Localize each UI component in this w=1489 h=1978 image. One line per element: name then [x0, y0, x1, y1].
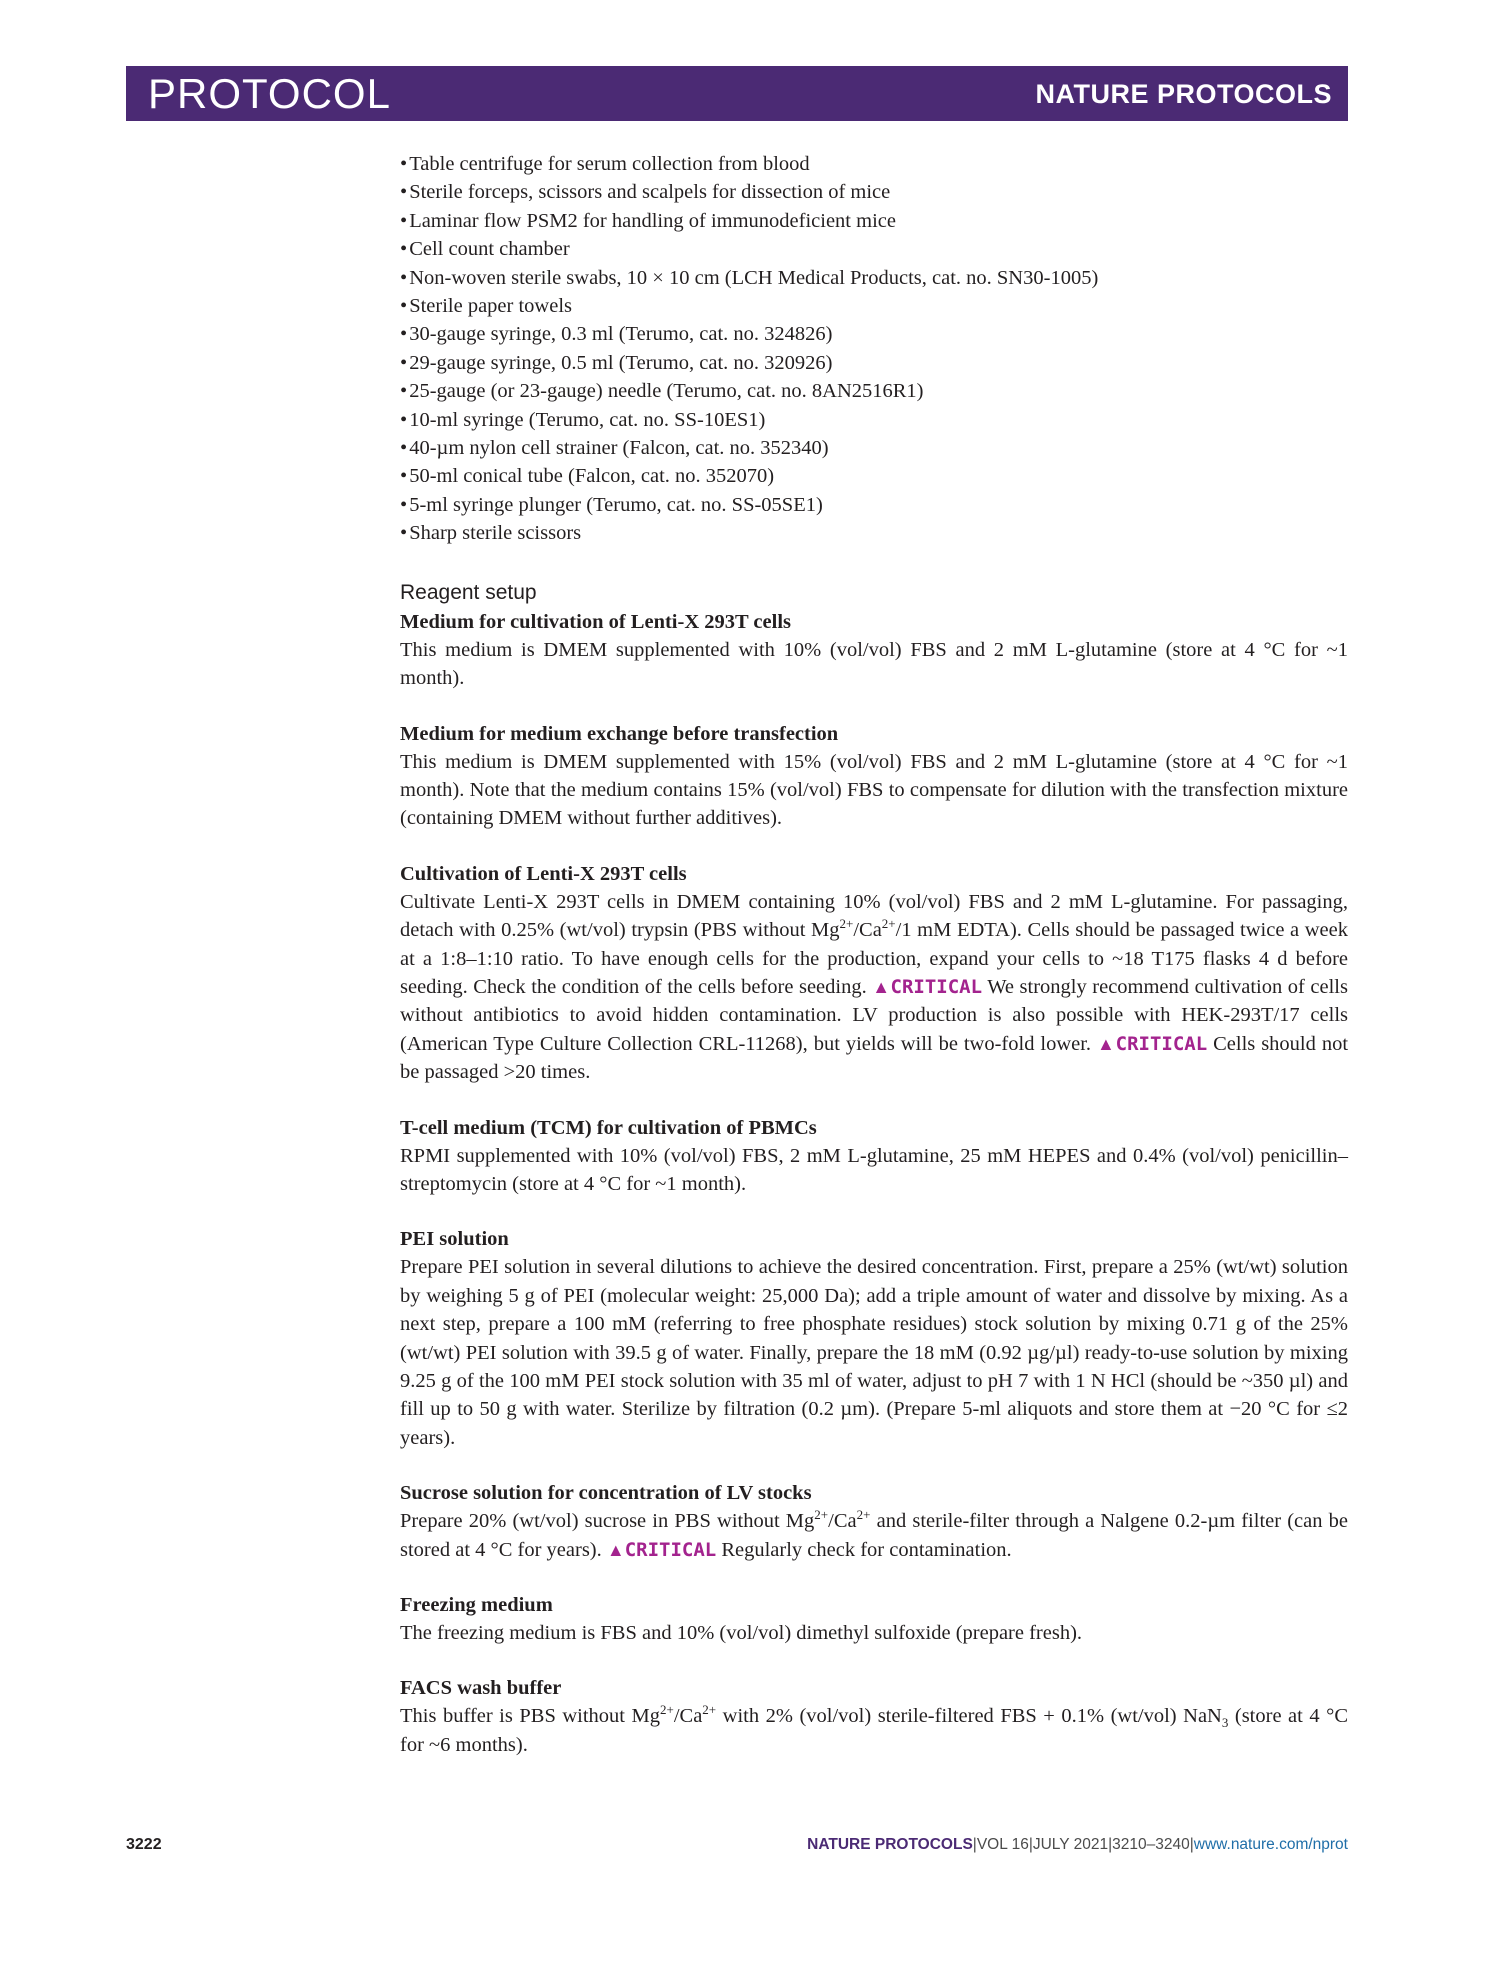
cultivation-title: Cultivation of Lenti-X 293T cells: [400, 862, 687, 885]
footer-pages: 3210–3240: [1112, 1836, 1190, 1853]
critical-note: We strongly recommend cultivation of cells without antibiotics to avoid hidden contamination. LV production is also possible with HEK-293T/17 cells (American Type Culture Collection CRL-11268), but yields will be two-fold lower.: [400, 975, 1348, 1055]
list-item: • Sterile paper towels: [400, 292, 1348, 320]
equipment-list: [400, 150, 1348, 548]
list-item: • Laminar flow PSM2 for handling of immunodeficient mice: [400, 207, 1348, 235]
list-item: • 29-gauge syringe, 0.5 ml (Terumo, cat. no. 320926): [400, 349, 1348, 377]
sucrose-text-part: /Ca: [828, 1510, 857, 1533]
list-item: • 50-ml conical tube (Falcon, cat. no. 352070): [400, 462, 1348, 490]
critical-label: CRITICAL: [890, 975, 983, 998]
critical-note: Cells should not be passaged >20 times.: [400, 1032, 1349, 1084]
footer-volume: VOL 16: [976, 1836, 1029, 1853]
freezing-text: The freezing medium is FBS and 10% (vol/vol) dimethyl sulfoxide (prepare fresh).: [400, 1622, 1083, 1645]
critical-triangle-icon: ▲: [606, 1539, 625, 1560]
pei-section: [400, 1225, 1348, 1452]
facs-text-part: (store at 4 °C for ~6 months).: [400, 1705, 1348, 1756]
list-item: • 30-gauge syringe, 0.3 ml (Terumo, cat. no. 324826): [400, 320, 1348, 348]
list-item: • Table centrifuge for serum collection from blood: [400, 150, 1348, 178]
list-item: • 5-ml syringe plunger (Terumo, cat. no. SS-05SE1): [400, 491, 1348, 519]
facs-text-part: with 2% (vol/vol) sterile-filtered FBS + 0.1% (wt/vol) NaN: [716, 1705, 1222, 1728]
sucrose-text-part: and sterile-filter through a Nalgene 0.2-µm filter (can be stored at 4 °C for years).: [400, 1510, 1348, 1561]
list-item: • 40-µm nylon cell strainer (Falcon, cat. no. 352340): [400, 434, 1348, 462]
list-item: • 25-gauge (or 23-gauge) needle (Terumo, cat. no. 8AN2516R1): [400, 377, 1348, 405]
tcm-section: [400, 1114, 1348, 1199]
facs-text-part: This buffer is PBS without Mg: [400, 1705, 660, 1728]
superscript: 2+: [881, 916, 896, 932]
pei-text: Prepare PEI solution in several dilutions to achieve the desired concentration. First, prepare a 25% (wt/wt) solution by weighing 5 g of PEI (molecular weight: 25,000 Da); add a triple amount of water and dissolve by mixing. As a next step, prepare a 100 mM (referring to free phosphate residues) stock solution by mixing 0.71 g of the 25% (wt/wt) PEI solution with 39.5 g of water. Finally, prepare the 18 mM (0.92 µg/µl) ready-to-use solution by mixing 9.25 g of the 100 mM PEI stock solution with 35 ml of water, adjust to pH 7 with 1 N HCl (should be ~350 µl) and fill up to 50 g with water. Sterilize by filtration (0.2 µm). (Prepare 5-ml aliquots and store them at −20 °C for ≤2 years).: [400, 1256, 1348, 1449]
footer-separator: |: [1028, 1836, 1033, 1853]
medium-exchange-section: [400, 720, 1348, 833]
cultivation-text-part: Cultivate Lenti-X 293T cells in DMEM containing 10% (vol/vol) FBS and 2 mM L-glutamine. For passaging, detach with 0.25% (wt/vol) trypsin (PBS without Mg: [400, 890, 1348, 942]
footer-journal: NATURE PROTOCOLS: [807, 1836, 973, 1853]
cultivation-text: [400, 888, 1348, 1087]
footer-separator: |: [972, 1836, 977, 1853]
pei-title: PEI solution: [400, 1228, 509, 1251]
superscript: 2+: [856, 1507, 871, 1523]
medium-cultivation-section: [400, 608, 1348, 693]
sucrose-text-part: Prepare 20% (wt/vol) sucrose in PBS without Mg: [400, 1510, 815, 1533]
superscript: 2+: [814, 1507, 829, 1523]
freezing-title: Freezing medium: [400, 1594, 553, 1617]
facs-section: [400, 1674, 1348, 1759]
medium-exchange-text: This medium is DMEM supplemented with 15% (vol/vol) FBS and 2 mM L-glutamine (store at 4 °C for ~1 month). Note that the medium contains 15% (vol/vol) FBS to compensate for dilution with the transfection mixture (containing DMEM without further additives).: [400, 750, 1348, 830]
facs-text-part: /Ca: [673, 1705, 703, 1728]
cultivation-text-part: /1 mM EDTA). Cells should be passaged twice a week at a 1:8–1:10 ratio. To have enough cells for the production, expand your cells to ~18 T175 flasks 4 d before seeding. Check the condition of the cells before seeding.: [400, 919, 1348, 998]
cultivation-section: [400, 860, 1348, 1087]
medium-exchange-title: Medium for medium exchange before transfection: [400, 722, 839, 745]
sucrose-section: [400, 1479, 1348, 1564]
sucrose-text: [400, 1507, 1348, 1564]
footer-citation: [807, 1836, 1348, 1854]
page-number: 3222: [126, 1836, 162, 1853]
reagent-setup-heading: Reagent setup: [400, 580, 537, 604]
article-type-label: PROTOCOL: [148, 70, 391, 117]
facs-text: [400, 1702, 1348, 1759]
list-item: • 10-ml syringe (Terumo, cat. no. SS-10ES1): [400, 406, 1348, 434]
list-item: • Sterile forceps, scissors and scalpels for dissection of mice: [400, 178, 1348, 206]
medium-cultivation-text: This medium is DMEM supplemented with 10% (vol/vol) FBS and 2 mM L-glutamine (store at 4 °C for ~1 month).: [400, 638, 1348, 690]
header-banner: [126, 66, 1348, 121]
critical-triangle-icon: ▲: [1097, 1033, 1116, 1054]
superscript: 2+: [839, 916, 854, 932]
page-body: [400, 150, 1348, 1759]
list-item: • Sharp sterile scissors: [400, 519, 1348, 547]
sucrose-title: Sucrose solution for concentration of LV stocks: [400, 1482, 812, 1505]
footer-url-link[interactable]: www.nature.com/nprot: [1193, 1836, 1348, 1853]
tcm-title: T-cell medium (TCM) for cultivation of PBMCs: [400, 1116, 817, 1139]
superscript: 2+: [659, 1702, 674, 1718]
footer-separator: |: [1189, 1836, 1194, 1853]
subscript: 3: [1221, 1715, 1229, 1731]
journal-name: NATURE PROTOCOLS: [1035, 79, 1332, 109]
superscript: 2+: [702, 1702, 717, 1718]
critical-label: CRITICAL: [624, 1538, 717, 1561]
critical-note: Regularly check for contamination.: [721, 1538, 1012, 1561]
facs-title: FACS wash buffer: [400, 1677, 562, 1700]
footer-separator: |: [1108, 1836, 1113, 1853]
critical-label: CRITICAL: [1115, 1032, 1208, 1055]
freezing-section: [400, 1591, 1348, 1647]
medium-cultivation-title: Medium for cultivation of Lenti-X 293T cells: [400, 610, 791, 633]
tcm-text: RPMI supplemented with 10% (vol/vol) FBS, 2 mM L-glutamine, 25 mM HEPES and 0.4% (vol/vol) penicillin–streptomycin (store at 4 °C for ~1 month).: [400, 1144, 1348, 1195]
list-item: • Cell count chamber: [400, 235, 1348, 263]
footer-date: JULY 2021: [1032, 1836, 1109, 1853]
critical-triangle-icon: ▲: [872, 976, 891, 997]
list-item: • Non-woven sterile swabs, 10 × 10 cm (LCH Medical Products, cat. no. SN30-1005): [400, 264, 1348, 292]
cultivation-text-part: /Ca: [853, 919, 882, 942]
